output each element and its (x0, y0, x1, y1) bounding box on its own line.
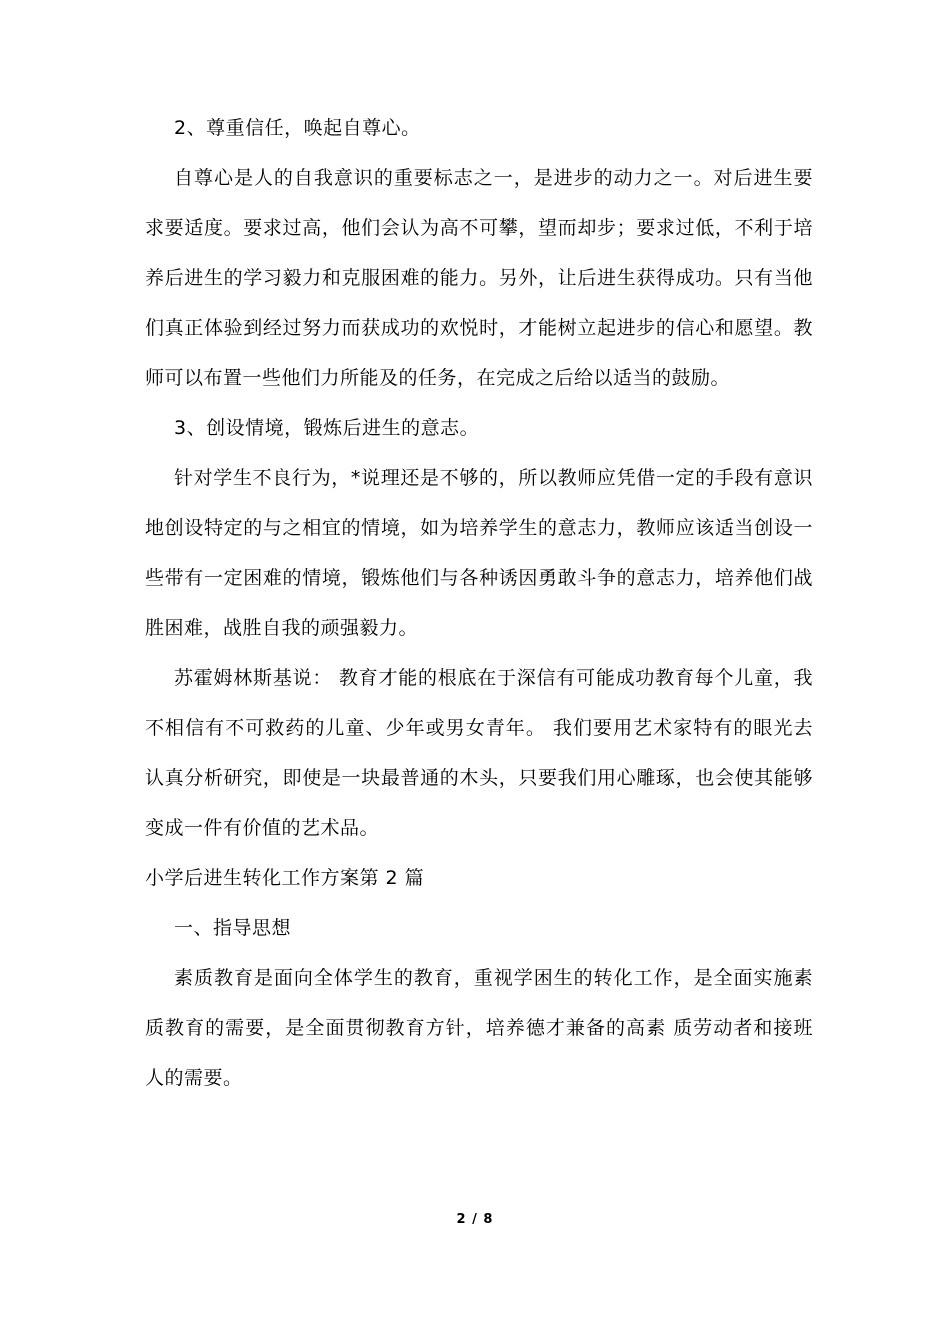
paragraph-self-esteem: 自尊心是人的自我意识的重要标志之一，是进步的动力之一。对后进生要求要适度。要求过高，他们会认为高不可攀，望而却步；要求过低，不利于培养后进生的学习毅力和克服困难的能力。另外，让后进生获得成功。只有当他们真正体验到经过努力而获成功的欢悦时，才能树立起进步的信心和愿望。教师可以布置一些他们力所能及的任务，在完成之后给以适当的鼓励。 (145, 167, 813, 389)
chapter-title: 小学后进生转化工作方案第 2 篇 (145, 867, 425, 889)
document-body (145, 103, 813, 1103)
page-number: 2 / 8 (456, 1212, 494, 1227)
paragraph-quality-education: 素质教育是面向全体学生的教育，重视学困生的转化工作，是全面实施素质教育的需要，是全面贯彻教育方针，培养德才兼备的高素 质劳动者和接班人的需要。 (145, 967, 813, 1089)
section-heading-guiding-thought: 一、指导思想 (174, 917, 292, 939)
paragraph-sukhomlinsky-quote: 苏霍姆林斯基说： 教育才能的根底在于深信有可能成功教育每个儿童，我不相信有不可救药的儿童、少年或男女青年。 我们要用艺术家特有的眼光去认真分析研究，即使是一块最普通的木头，只要我们用心雕琢，也会使其能够变成一件有价值的艺术品。 (145, 667, 813, 839)
section-heading-respect-trust: 2、尊重信任，唤起自尊心。 (174, 117, 421, 139)
section-heading-create-situations: 3、创设情境，锻炼后进生的意志。 (174, 417, 480, 439)
paragraph-willpower: 针对学生不良行为，*说理还是不够的，所以教师应凭借一定的手段有意识地创设特定的与之相宜的情境，如为培养学生的意志力，教师应该适当创设一些带有一定困难的情境，锻炼他们与各种诱因勇敢斗争的意志力，培养他们战胜困难，战胜自我的顽强毅力。 (145, 467, 813, 639)
